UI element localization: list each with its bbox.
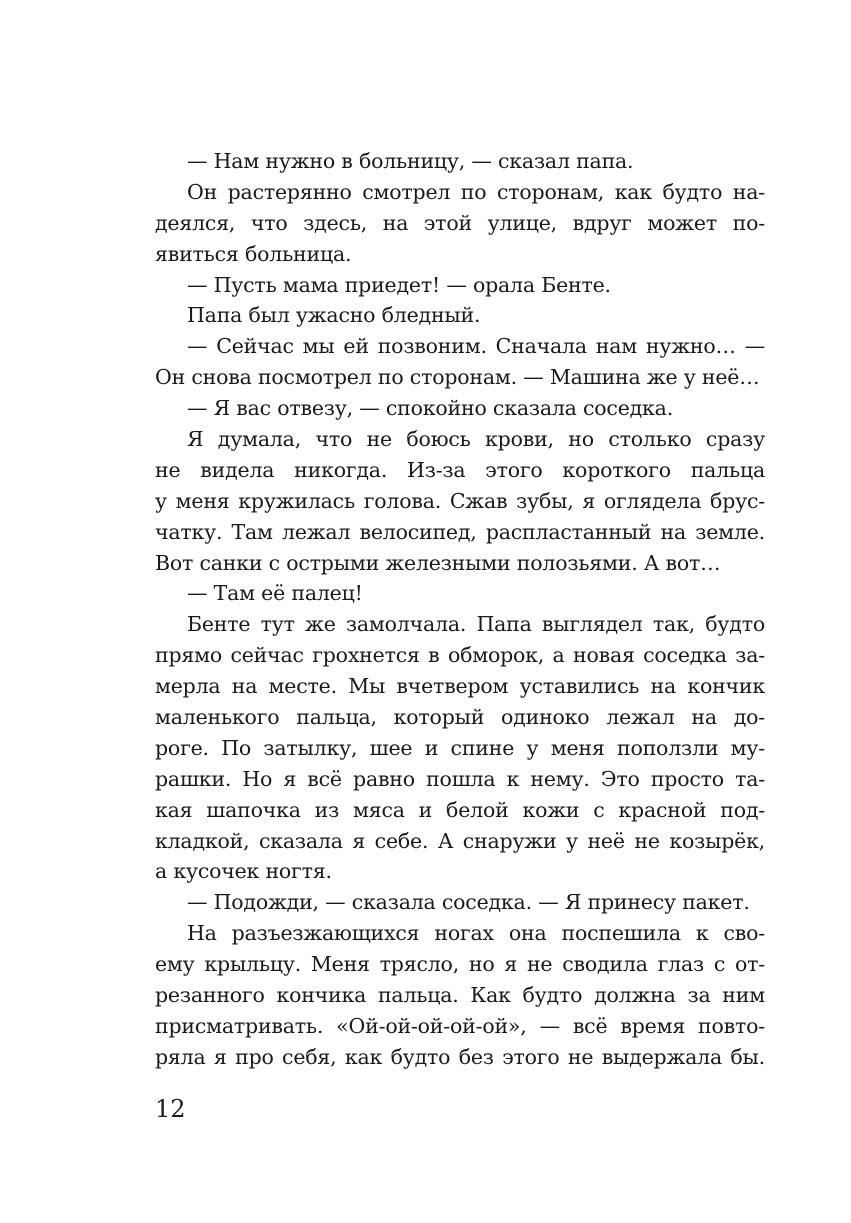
page-number: 12 [155,1095,186,1123]
text-line: — Сейчас мы ей позвоним. Сначала нам нужно… — [187,334,765,359]
text-line: не видела никогда. Из-за этого короткого пальца [155,457,765,482]
text-line: Он растерянно смотрел по сторонам, как будто на- [187,179,765,204]
text-line: рашки. Но я всё равно пошла к нему. Это просто та- [155,766,765,791]
text-line: прямо сейчас грохнется в обморок, а новая соседка за- [155,643,765,668]
body-text [155,146,765,1073]
text-line: Он снова посмотрел по сторонам. — Машина же у неё… [155,365,760,390]
text-line: — Нам нужно в больницу, — сказал папа. [187,149,634,173]
text-line: деялся, что здесь, на этой улице, вдруг может по- [155,210,765,235]
text-line: присматривать. «Ой-ой-ой-ой-ой», — всё время повто- [155,1013,765,1038]
text-line: у меня кружилась голова. Сжав зубы, я оглядела брус- [155,488,765,513]
text-line: Вот санки с острыми железными полозьями. А вот… [155,550,721,575]
text-line: — Там её палец! [187,581,363,606]
text-line: резанного кончика пальца. Как будто должна за ним [155,983,765,1008]
text-line: — Я вас отвезу, — спокойно сказала соседка. [187,396,674,421]
text-line: ему крыльцу. Меня трясло, но я не сводила глаз с от- [155,952,765,977]
text-line: мерла на месте. Мы вчетвером уставились на кончик [155,674,765,699]
text-line: кладкой, сказала я себе. А снаружи у неё не козырёк, [155,828,765,853]
text-line: Папа был ужасно бледный. [187,303,481,328]
text-line: — Подожди, — сказала соседка. — Я принесу пакет. [187,890,750,915]
text-line: чатку. Там лежал велосипед, распластанный на земле. [155,519,765,544]
text-line: Я думала, что не боюсь крови, но столько сразу [187,427,765,452]
text-line: Бенте тут же замолчала. Папа выглядел так, будто [187,612,765,637]
text-line: явиться больница. [155,241,352,266]
text-line: а кусочек ногтя. [155,859,332,884]
text-line: ряла я про себя, как будто без этого не выдержала бы. [155,1044,765,1069]
text-line: маленького пальца, который одиноко лежал на до- [155,705,765,730]
text-line: — Пусть мама приедет! — орала Бенте. [187,272,611,297]
text-line: кая шапочка из мяса и белой кожи с красной под- [155,797,765,822]
text-line: На разъезжающихся ногах она поспешила к сво- [187,921,765,946]
text-line: роге. По затылку, шее и спине у меня поползли му- [155,735,765,760]
